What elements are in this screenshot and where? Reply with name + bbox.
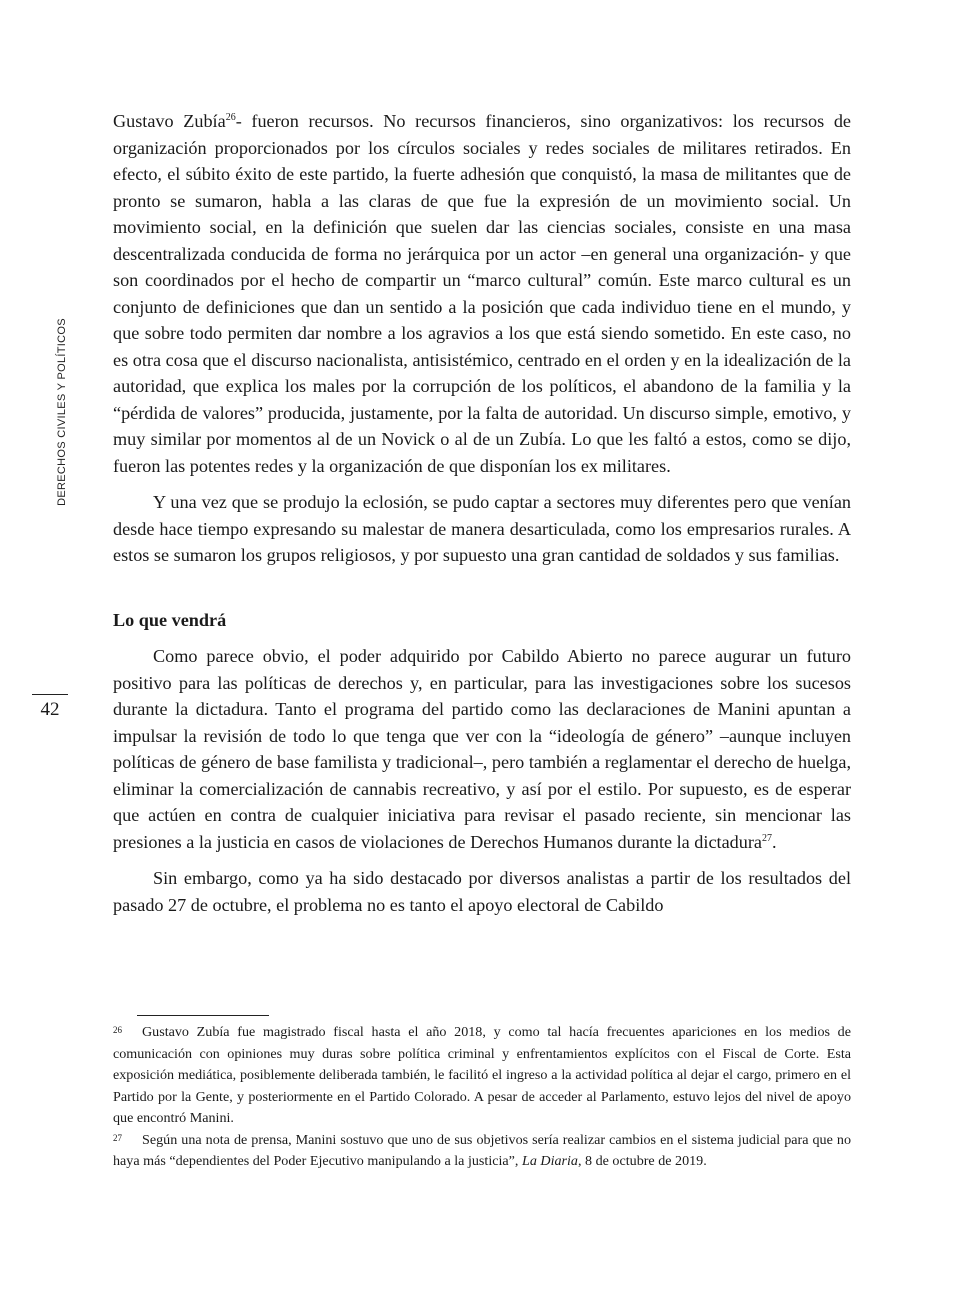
paragraph-1-rest: - fueron recursos. No recursos financieros, sino organizativos: los recursos de organización proporcionados por los círculos sociales y redes sociales de militares retirados. En efecto, el súbito éxito de este partido, la fuerte adhesión que conquistó, la masa de militantes que de pronto se sumaron, habla a las claras de que fue la expresión de un movimiento social. Un movimiento social, en la definición que suelen dar las ciencias sociales, consiste en una masa descentralizada conducida de forma no jerárquica por un actor –en general una organización- y que son coordinados por el hecho de compartir un “marco cultural” común. Este marco cultural es un conjunto de definiciones que dan un sentido a la posición que cada individuo tiene en el mundo, y que sobre todo permiten dar nombre a los agravios a los que está siendo sometido. En este caso, no es otra cosa que el discurso nacionalista, antisistémico, centrado en el orden y en la idealización de la autoridad, que explica los males por la corrupción de los políticos, el abandono de la familia y la “pérdida de valores” producida, justamente, por la falta de autoridad. Un discurso simple, emotivo, y muy similar por momentos al de un Novick o al de un Zubía. Lo que les faltó a estos, como se dijo, fueron las potentes redes y la organización de que disponían los ex militares. (113, 111, 851, 476)
page-number: 42 (40, 699, 60, 720)
footnote-26 (113, 1022, 851, 1130)
paragraph-4: Sin embargo, como ya ha sido destacado por diversos analistas a partir de los resultados del pasado 27 de octubre, el problema no es tanto el apoyo electoral de Cabildo (113, 868, 851, 915)
footnote-text: Según una nota de prensa, Manini sostuvo que uno de sus objetivos sería realizar cambios en el sistema judicial para que no haya más “dependientes del Poder Ejecutivo manipulando a la justicia”, (113, 1131, 851, 1169)
footnote-separator (137, 1015, 269, 1016)
section-heading: Lo que vendrá (113, 609, 227, 630)
footnote-text: Gustavo Zubía fue magistrado fiscal hasta el año 2018, y como tal hacía frecuentes apariciones en los medios de comunicación con opiniones muy duras sobre política criminal y enfrentamientos explícitos con el Fiscal de Corte. Esta exposición mediática, posiblemente deliberada también, le facilitó el ingreso a la actividad política al dejar el cargo, primero en el Partido por la Gente, y posteriormente en el Partido Colorado. A pesar de acceder al Parlamento, estuvo lejos del nivel de apoyo que encontró Manini. (113, 1024, 851, 1126)
footnote-text-end: , 8 de octubre de 2019. (577, 1153, 707, 1169)
running-header: DERECHOS CIVILES Y POLÍTICOS (56, 318, 68, 506)
paragraph-3-text: Como parece obvio, el poder adquirido por Cabildo Abierto no parece augurar un futuro positivo para las políticas de derechos y, en particular, para las investigaciones sobre los sucesos durante la dictadura. Tanto el programa del partido como las declaraciones de Manini apuntan a impulsar la revisión de todo lo que tenga que ver con la “ideología de género” –aunque incluyen políticas de género de base familista y tradicional–, pero también a reglamentar el derecho de huelga, eliminar la comercialización de cannabis recreativo, y así por el estilo. Por supuesto, es de esperar que actúen en contra de cualquier iniciativa para revisar el pasado reciente, sin mencionar las presiones a la justicia en casos de violaciones de Derechos Humanos durante la dictadura (113, 646, 851, 852)
footnote-27 (113, 1130, 851, 1173)
body-text (113, 108, 851, 918)
paragraph-2: Y una vez que se produjo la eclosión, se pudo captar a sectores muy diferentes pero que venían desde hace tiempo expresando su malestar de manera desarticulada, como los empresarios rurales. A estos se sumaron los grupos religiosos, y por supuesto una gran cantidad de soldados y sus familias. (113, 492, 851, 565)
paragraph-1-start: Gustavo Zubía (113, 111, 226, 131)
footnote-source: La Diaria (521, 1153, 578, 1169)
footnote-ref-26[interactable]: 26 (225, 111, 236, 123)
paragraph-3 (113, 643, 851, 855)
footnote-number: 27 (113, 1132, 122, 1143)
paragraph-3-end: . (771, 831, 777, 852)
footnotes (113, 1022, 851, 1173)
page-number-rule (32, 694, 68, 695)
footnote-ref-27[interactable]: 27 (761, 832, 772, 844)
paragraph-1 (113, 108, 851, 479)
footnote-number: 26 (113, 1025, 122, 1035)
